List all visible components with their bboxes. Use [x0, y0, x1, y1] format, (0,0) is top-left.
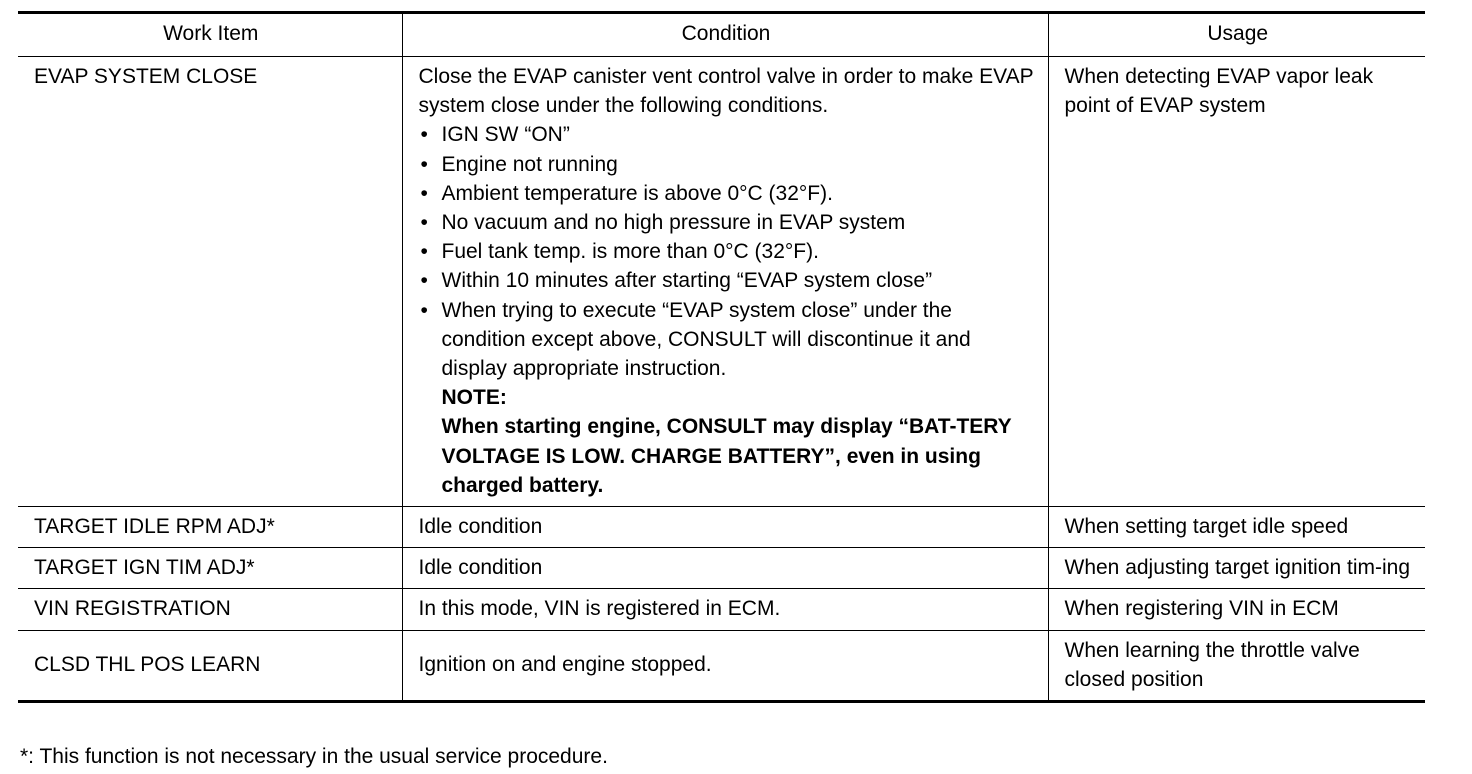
header-usage: Usage	[1048, 13, 1425, 57]
bullet-icon: •	[420, 123, 428, 147]
work-item-table	[18, 11, 1425, 703]
condition-text: Ambient temperature is above 0°C (32°F).	[441, 181, 833, 205]
work-item-cell: CLSD THL POS LEARN	[18, 630, 402, 701]
bullet-icon: •	[420, 269, 428, 293]
condition-cell: Idle condition	[402, 548, 1048, 589]
header-work-item: Work Item	[18, 13, 402, 57]
table-row-evap-system-close	[18, 57, 1425, 507]
table-row-target-idle-rpm-adj	[18, 507, 1425, 548]
work-item-cell: TARGET IGN TIM ADJ*	[18, 548, 402, 589]
condition-list-item	[419, 120, 1034, 149]
table-header-row	[18, 13, 1425, 57]
note-label: NOTE:	[441, 386, 507, 410]
condition-text: IGN SW “ON”	[441, 123, 570, 147]
condition-list	[419, 120, 1034, 500]
usage-cell: When adjusting target ignition tim-ing	[1048, 548, 1425, 589]
note-text: When starting engine, CONSULT may display “BAT-TERY VOLTAGE IS LOW. CHARGE BATTERY”, even in using charged battery.	[441, 415, 1012, 497]
condition-list-item	[419, 208, 1034, 237]
condition-text: Fuel tank temp. is more than 0°C (32°F).	[441, 240, 819, 264]
table-row-target-ign-tim-adj	[18, 548, 1425, 589]
usage-cell: When registering VIN in ECM	[1048, 589, 1425, 630]
header-condition: Condition	[402, 13, 1048, 57]
condition-list-item	[419, 150, 1034, 179]
condition-cell: Ignition on and engine stopped.	[402, 630, 1048, 701]
work-item-cell: EVAP SYSTEM CLOSE	[18, 57, 402, 507]
condition-cell	[402, 57, 1048, 507]
condition-cell: Idle condition	[402, 507, 1048, 548]
usage-cell: When learning the throttle valve closed position	[1048, 630, 1425, 701]
table-row-vin-registration	[18, 589, 1425, 630]
condition-list-item	[419, 179, 1034, 208]
footnote: *: This function is not necessary in the usual service procedure.	[20, 745, 608, 768]
condition-intro: Close the EVAP canister vent control valve in order to make EVAP system close under the following conditions.	[418, 65, 1034, 118]
condition-text: Engine not running	[441, 152, 618, 176]
bullet-icon: •	[420, 298, 428, 322]
bullet-icon: •	[420, 152, 428, 176]
usage-cell: When detecting EVAP vapor leak point of EVAP system	[1048, 57, 1425, 507]
condition-text: Within 10 minutes after starting “EVAP system close”	[441, 269, 933, 293]
condition-cell: In this mode, VIN is registered in ECM.	[402, 589, 1048, 630]
usage-cell: When setting target idle speed	[1048, 507, 1425, 548]
work-item-cell: TARGET IDLE RPM ADJ*	[18, 507, 402, 548]
condition-text: No vacuum and no high pressure in EVAP system	[441, 211, 906, 235]
table-row-clsd-thl-pos-learn	[18, 630, 1425, 701]
bullet-icon: •	[420, 181, 428, 205]
condition-list-item	[419, 237, 1034, 266]
condition-list-item	[419, 296, 1034, 500]
bullet-icon: •	[420, 240, 428, 264]
work-item-cell: VIN REGISTRATION	[18, 589, 402, 630]
condition-text: When trying to execute “EVAP system close” under the condition except above, CONSULT will discontinue it and display appropriate instruction.	[441, 298, 971, 381]
bullet-icon: •	[420, 211, 428, 235]
condition-list-item	[419, 266, 1034, 295]
